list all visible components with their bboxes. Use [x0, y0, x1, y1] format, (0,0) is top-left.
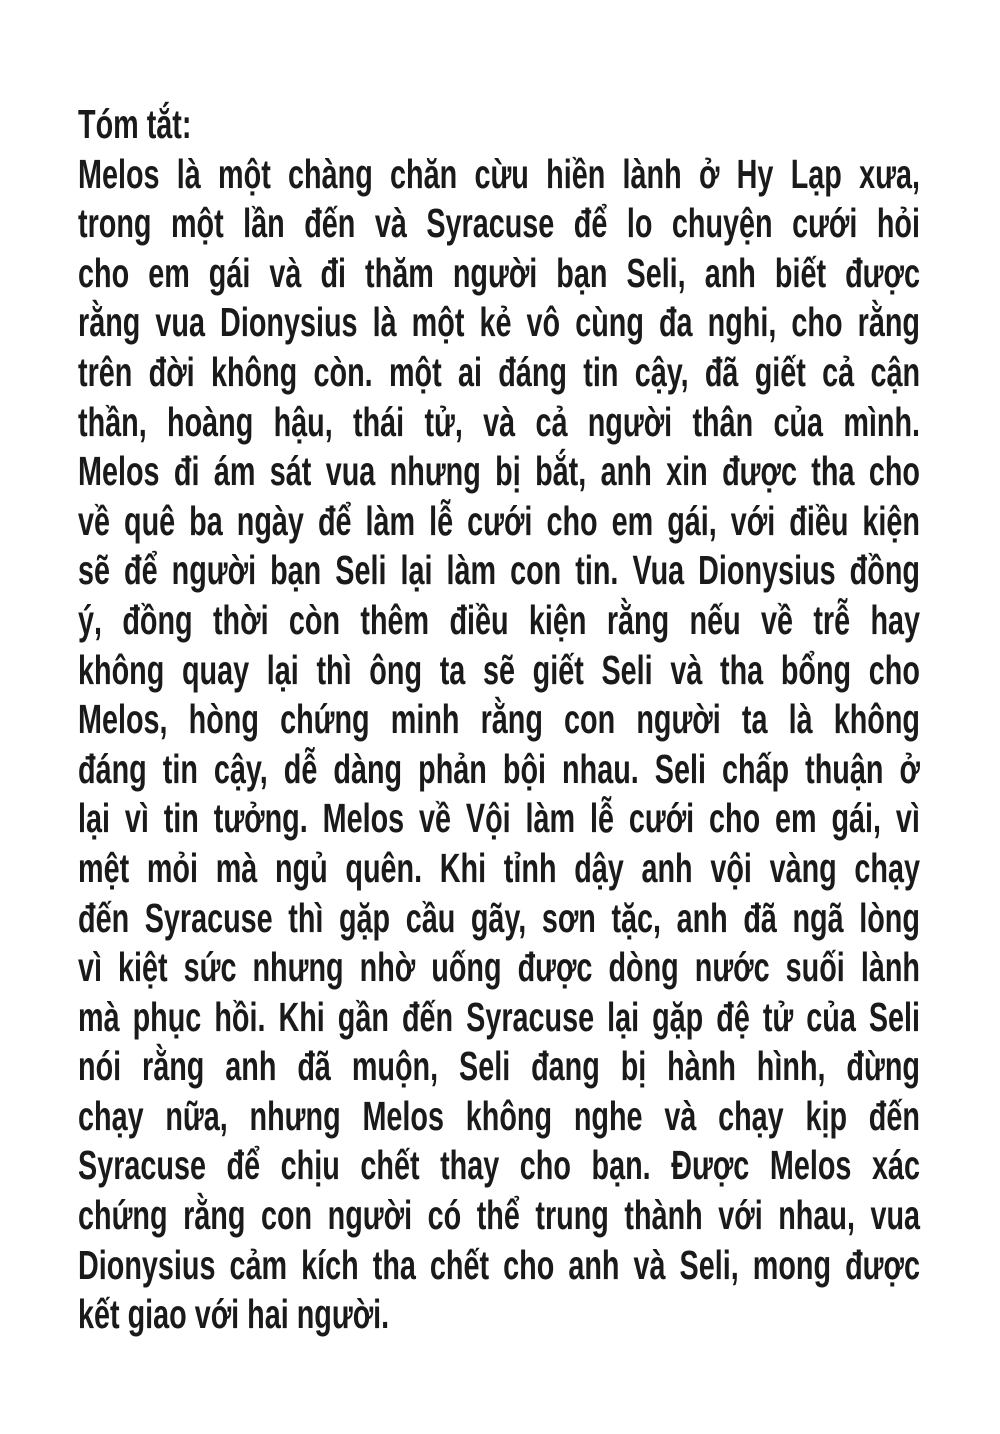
word: ta: [439, 646, 466, 693]
word: đáng: [498, 348, 567, 395]
word: biết: [774, 249, 827, 296]
text-line: [78, 894, 920, 944]
word: cho: [791, 299, 843, 346]
word: Melos: [322, 795, 405, 842]
word: em: [148, 249, 190, 296]
word: nói: [78, 1043, 122, 1090]
word: Syracuse: [466, 993, 595, 1040]
word: một: [170, 200, 224, 247]
word: dòng: [608, 944, 679, 991]
word: cưới: [628, 795, 695, 842]
word: nhưng: [389, 448, 481, 495]
word: Dionysius: [220, 299, 358, 346]
word: không: [833, 696, 920, 743]
word: Seli: [335, 547, 387, 594]
word: đến: [78, 894, 130, 941]
word: chạy: [78, 1092, 144, 1139]
word: giết: [754, 348, 806, 395]
word: Dionysius: [698, 547, 836, 594]
word: tha: [720, 646, 764, 693]
word: đa: [658, 299, 693, 346]
word: cho: [709, 795, 761, 842]
word: và: [374, 200, 407, 247]
word: Melos,: [78, 696, 168, 743]
word: ngã: [792, 894, 844, 941]
word: kiện: [528, 596, 587, 643]
word: người: [171, 547, 257, 594]
word: là: [176, 150, 201, 197]
word: tha: [811, 448, 855, 495]
word: ngủ: [274, 844, 328, 891]
word: lễ: [589, 795, 614, 842]
word: em: [611, 497, 654, 544]
word: hòng: [188, 696, 259, 743]
word: quên.: [345, 844, 423, 891]
word: một: [388, 348, 442, 395]
word: đã: [704, 348, 739, 395]
word: dàng: [333, 745, 403, 792]
word: hỏi: [876, 200, 920, 247]
word: tưởng.: [213, 795, 308, 842]
text-line: [78, 794, 920, 844]
word: ai: [457, 348, 482, 395]
word: và: [670, 646, 703, 693]
word: để: [226, 1142, 261, 1189]
word: gặp: [652, 993, 704, 1040]
word: Melos: [78, 150, 160, 197]
word: hoàng: [167, 398, 254, 445]
word: trễ: [813, 596, 851, 643]
word: trong: [78, 200, 152, 247]
word: và: [664, 1092, 697, 1139]
word: được: [845, 1241, 920, 1288]
word: đệ: [716, 993, 750, 1040]
word: cả: [535, 398, 568, 445]
word: lành: [622, 150, 682, 197]
word: anh: [676, 894, 728, 941]
word: bạn.: [591, 1142, 651, 1189]
word: cậy,: [213, 745, 268, 792]
word: và: [633, 1241, 666, 1288]
word: sẽ: [78, 547, 111, 594]
word: ông: [369, 646, 423, 693]
word: sát: [269, 448, 312, 495]
word: người: [452, 249, 538, 296]
word: cùng: [575, 299, 644, 346]
word: bổng: [780, 646, 852, 693]
word: cậy,: [634, 348, 689, 395]
word: chạy: [718, 1092, 784, 1139]
word: mà: [215, 844, 258, 891]
word: thần,: [78, 398, 147, 445]
text-line: [78, 546, 920, 596]
word: gái: [208, 249, 251, 296]
word: gái,: [831, 795, 882, 842]
word: Syracuse: [144, 894, 273, 941]
summary-body: [78, 150, 920, 1291]
word: cảm: [229, 1241, 288, 1288]
word: không: [210, 348, 298, 395]
word: làm: [446, 547, 497, 594]
word: rằng: [78, 299, 141, 346]
word: thân: [692, 398, 754, 445]
word: cho: [868, 646, 920, 693]
word: lo: [626, 200, 653, 247]
word: nữa,: [165, 1092, 228, 1139]
word: gần: [337, 993, 389, 1040]
word: tin.: [575, 547, 619, 594]
word: nhờ: [359, 944, 416, 991]
word: tử: [762, 993, 794, 1040]
word: bội: [502, 745, 547, 792]
word: tỉnh: [503, 844, 557, 891]
word: của: [773, 398, 824, 445]
word: đời: [148, 348, 195, 395]
word: con: [510, 547, 562, 594]
word: hồi.: [214, 993, 266, 1040]
word: uống: [431, 944, 502, 991]
word: thuận: [805, 745, 884, 792]
word: thì: [288, 894, 324, 941]
text-line: [78, 348, 920, 398]
text-line: [78, 249, 920, 299]
word: Vua: [632, 547, 685, 594]
text-line: [78, 844, 920, 894]
text-line: [78, 150, 920, 200]
word: minh: [390, 696, 460, 743]
word: được: [845, 249, 920, 296]
word: hiền: [546, 150, 606, 197]
word: bạn: [270, 547, 322, 594]
word: thăm: [365, 249, 434, 296]
word: sức: [183, 944, 237, 991]
word: thời: [212, 596, 269, 643]
word: bị: [495, 448, 521, 495]
word: kịp: [805, 1092, 848, 1139]
word: kích: [301, 1241, 359, 1288]
word: Seli,: [626, 249, 686, 296]
word: thể: [476, 1192, 520, 1239]
text-line: [78, 943, 920, 993]
word: nghe: [573, 1092, 643, 1139]
word: của: [806, 993, 856, 1040]
word: rằng: [142, 1043, 205, 1090]
word: thêm: [360, 596, 430, 643]
word: chết: [360, 1142, 420, 1189]
word: cho: [546, 497, 598, 544]
word: Được: [671, 1142, 750, 1189]
word: lại: [266, 646, 299, 693]
text-line: [78, 1241, 920, 1291]
word: cả: [822, 348, 855, 395]
word: có: [427, 1192, 462, 1239]
word: Dionysius: [78, 1241, 216, 1288]
word: cho: [519, 1142, 571, 1189]
word: về: [78, 497, 111, 544]
word: nghi,: [707, 299, 777, 346]
text-line: [78, 646, 920, 696]
word: ba: [189, 497, 223, 544]
word: quê: [124, 497, 176, 544]
word: cho: [868, 448, 920, 495]
word: ám: [213, 448, 256, 495]
word: lại: [78, 795, 110, 842]
word: anh: [641, 844, 693, 891]
word: với: [730, 497, 776, 544]
word: Melos: [78, 448, 160, 495]
word: và: [269, 249, 302, 296]
word: để: [573, 200, 608, 247]
word: ở: [899, 745, 920, 792]
word: chết: [429, 1241, 490, 1288]
word: anh: [568, 1241, 620, 1288]
text-line: [78, 745, 920, 795]
word: hành: [667, 1043, 736, 1090]
word: mong: [752, 1241, 832, 1288]
word: tin: [163, 795, 199, 842]
word: con: [564, 696, 616, 743]
word: vua: [870, 1192, 921, 1239]
word: đừng: [846, 1043, 920, 1090]
word: được: [722, 448, 797, 495]
word: Seli: [601, 646, 653, 693]
word: lại: [607, 993, 640, 1040]
word: Hy: [736, 150, 774, 197]
word: đang: [531, 1043, 600, 1090]
word: cưới: [792, 200, 858, 247]
word: đồng: [122, 596, 193, 643]
word: để: [124, 547, 158, 594]
summary-last-line: kết giao với hai người.: [78, 1291, 390, 1338]
text-line: [78, 1191, 920, 1241]
text-line: [78, 298, 920, 348]
word: gái,: [667, 497, 717, 544]
word: Melos: [769, 1142, 852, 1189]
word: đến: [304, 200, 356, 247]
word: kiệt: [118, 944, 168, 991]
word: để: [317, 497, 352, 544]
word: người: [636, 696, 721, 743]
text-line: [78, 993, 920, 1043]
word: ngày: [236, 497, 304, 544]
word: đồng: [849, 547, 920, 594]
word: vì: [124, 795, 149, 842]
word: kiện: [862, 497, 920, 544]
word: chạy: [854, 844, 921, 891]
word: suối: [785, 944, 845, 991]
word: Seli: [868, 993, 921, 1040]
word: chịu: [280, 1142, 340, 1189]
word: cho: [503, 1241, 555, 1288]
word: một: [411, 299, 465, 346]
word: hay: [870, 596, 921, 643]
word: là: [788, 696, 813, 743]
word: là: [372, 299, 397, 346]
word: đi: [173, 448, 200, 495]
word: chứng: [280, 696, 370, 743]
word: lần: [243, 200, 285, 247]
word: mà: [78, 993, 120, 1040]
text-line: [78, 596, 920, 646]
word: hậu,: [273, 398, 333, 445]
word: còn: [288, 596, 341, 643]
summary-heading: Tóm tắt:: [78, 101, 192, 147]
word: Melos: [362, 1092, 444, 1139]
text-line: [78, 497, 920, 547]
word: Syracuse: [426, 200, 555, 247]
word: làm: [365, 497, 416, 544]
word: rằng: [606, 596, 670, 643]
word: được: [517, 944, 593, 991]
word: quay: [181, 646, 250, 693]
word: bạn: [556, 249, 608, 296]
word: lại: [400, 547, 433, 594]
word: Syracuse: [78, 1142, 206, 1189]
word: dậy: [574, 844, 624, 891]
text-line: [78, 398, 920, 448]
word: cầu: [405, 894, 456, 941]
word: tặc,: [611, 894, 662, 941]
word: bị: [620, 1043, 647, 1090]
word: chàng: [288, 150, 373, 197]
word: cừu: [474, 150, 529, 197]
word: không: [465, 1092, 553, 1139]
word: thái: [353, 398, 405, 445]
word: tin: [583, 348, 619, 395]
word: vì: [895, 795, 920, 842]
word: đến: [868, 1092, 920, 1139]
word: xin: [666, 448, 708, 495]
word: tử,: [424, 398, 463, 445]
word: chấp: [721, 745, 790, 792]
word: lễ: [429, 497, 454, 544]
word: anh: [704, 249, 756, 296]
word: với: [718, 1192, 763, 1239]
word: vì: [78, 944, 103, 991]
word: đáng: [78, 745, 147, 792]
word: đi: [320, 249, 347, 296]
word: cho: [78, 249, 130, 296]
word: anh: [600, 448, 652, 495]
word: ta: [741, 696, 768, 743]
word: Khi: [439, 844, 487, 891]
word: con: [260, 1192, 313, 1239]
word: vàng: [769, 844, 837, 891]
word: phục: [132, 993, 202, 1040]
word: Vội: [465, 795, 511, 842]
word: ý,: [78, 596, 103, 643]
word: vô: [526, 299, 561, 346]
word: người: [587, 398, 673, 445]
word: mỏi: [146, 844, 199, 891]
word: người: [327, 1192, 413, 1239]
word: hình,: [756, 1043, 826, 1090]
word: đã: [297, 1043, 331, 1090]
word: không: [78, 646, 165, 693]
word: sơn: [541, 894, 596, 941]
text-line: [78, 1042, 920, 1092]
word: giết: [532, 646, 584, 693]
word: một: [218, 150, 271, 197]
word: và: [483, 398, 516, 445]
word: mình.: [843, 398, 921, 445]
word: gãy,: [470, 894, 527, 941]
word: nhau,: [778, 1192, 855, 1239]
word: làm: [525, 795, 576, 842]
word: nước: [694, 944, 770, 991]
text-line: [78, 447, 920, 497]
word: cận: [870, 348, 921, 395]
word: ở: [698, 150, 720, 197]
word: rằng: [480, 696, 543, 743]
word: đến: [401, 993, 454, 1040]
word: anh: [225, 1043, 277, 1090]
word: nhau.: [562, 745, 639, 792]
word: mệt: [78, 844, 130, 891]
word: chăn: [390, 150, 458, 197]
word: Seli,: [679, 1241, 739, 1288]
word: điều: [449, 596, 509, 643]
word: vua: [155, 299, 205, 346]
word: em: [775, 795, 817, 842]
word: tin: [162, 745, 198, 792]
word: tha: [372, 1241, 416, 1288]
word: cưới: [467, 497, 533, 544]
word: phản: [418, 745, 487, 792]
word: điều: [789, 497, 849, 544]
word: nhưng: [252, 944, 344, 991]
word: Seli: [459, 1043, 511, 1090]
word: kẻ: [479, 299, 512, 346]
word: lòng: [859, 894, 920, 941]
word: Khi: [278, 993, 325, 1040]
summary-text-block: [78, 100, 920, 1340]
word: về: [419, 795, 452, 842]
word: gặp: [338, 894, 391, 941]
word: Lạp: [790, 150, 842, 197]
text-line: [78, 1141, 920, 1191]
word: bắt,: [535, 448, 587, 495]
word: chuyện: [671, 200, 773, 247]
word: nhưng: [249, 1092, 341, 1139]
word: rằng: [183, 1192, 246, 1239]
word: dễ: [283, 745, 318, 792]
word: thành: [624, 1192, 703, 1239]
word: vua: [325, 448, 376, 495]
word: còn.: [313, 348, 373, 395]
word: trung: [535, 1192, 609, 1239]
word: trên: [78, 348, 133, 395]
word: chứng: [78, 1192, 168, 1239]
word: xưa,: [859, 150, 920, 197]
text-line: [78, 695, 920, 745]
text-line: [78, 199, 920, 249]
word: thì: [316, 646, 352, 693]
word: thay: [440, 1142, 500, 1189]
word: về: [760, 596, 793, 643]
word: nếu: [689, 596, 741, 643]
text-line: [78, 1092, 920, 1142]
word: muộn,: [351, 1043, 439, 1090]
word: rằng: [857, 299, 920, 346]
word: lành: [860, 944, 920, 991]
word: vội: [710, 844, 752, 891]
word: sẽ: [482, 646, 515, 693]
word: xác: [871, 1142, 920, 1189]
word: đã: [743, 894, 777, 941]
word: Seli: [654, 745, 706, 792]
